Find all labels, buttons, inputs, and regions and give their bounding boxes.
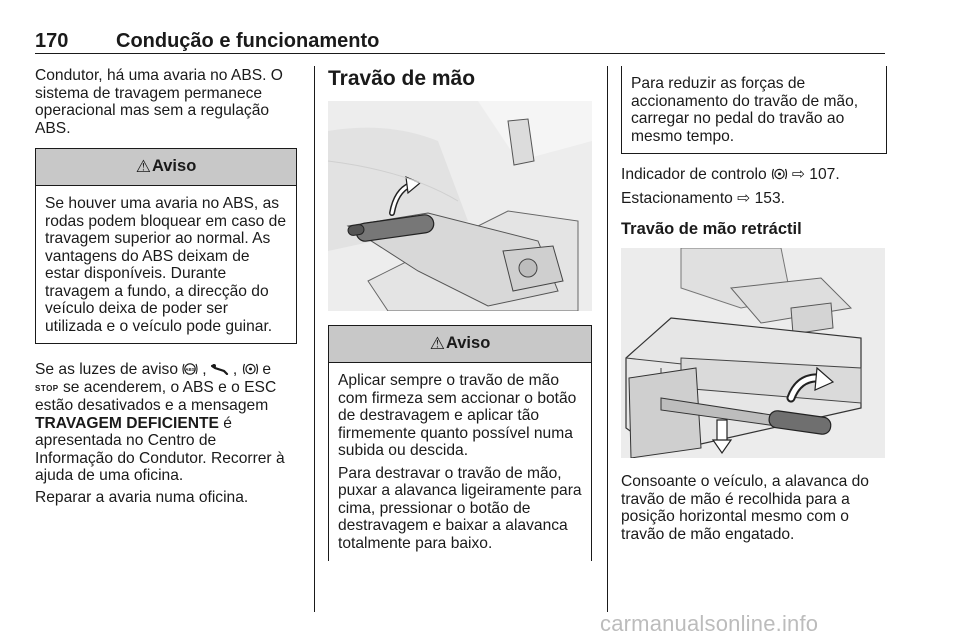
handbrake-note-box (621, 66, 887, 154)
deficient-braking-message: TRAVAGEM DEFICIENTE (35, 414, 219, 432)
warning-label: Aviso (151, 157, 197, 176)
svg-text:ABS: ABS (185, 366, 196, 372)
handbrake-illustration (328, 101, 592, 311)
reference-arrow-icon: ⇨ (737, 189, 751, 207)
reference-page[interactable]: 107. (809, 166, 840, 183)
retractable-handbrake-illustration (621, 248, 885, 458)
page-header-title: Condução e funcionamento (116, 30, 380, 52)
abs-lamp-icon (182, 361, 202, 377)
handbrake-warning-box (328, 325, 592, 561)
warning-body (329, 363, 591, 561)
watermark: carmanualsonline.info (600, 611, 819, 636)
warning-text-release: Para destravar o travão de mão, puxar a alavanca ligeiramente para cima, pressionar o botão de destravagem e baixar a alavanca totalmente para baixo. (338, 464, 582, 552)
repair-paragraph: Reparar a avaria numa oficina. (35, 488, 249, 506)
retractable-handbrake-heading: Travão de mão retráctil (621, 220, 802, 238)
handbrake-heading: Travão de mão (328, 67, 476, 90)
abs-intro-paragraph: Condutor, há uma avaria no ABS. O sistema de travagem permanece operacional mas sem a regulação ABS. (35, 67, 283, 137)
warning-label: Aviso (445, 334, 491, 353)
note-text: Para reduzir as forças de accionamento do travão de mão, carregar no pedal do travão ao mesmo tempo. (631, 75, 859, 145)
wrench-lamp-icon (211, 361, 233, 377)
header-rule (35, 53, 885, 54)
column-divider-1 (314, 66, 315, 612)
stop-lamp-icon: STOP (35, 383, 59, 393)
retractable-handbrake-paragraph: Consoante o veículo, a alavanca do travão de mão é recolhida para a posição horizontal mesmo com o travão de mão engatado. (621, 473, 869, 543)
warning-header (329, 326, 591, 363)
reference-page[interactable]: 153. (754, 189, 785, 207)
reference-arrow-icon: ⇨ (791, 166, 805, 183)
page-number: 170 (35, 30, 69, 52)
warning-text: Se houver uma avaria no ABS, as rodas podem bloquear em caso de travagem superior ao normal. As vantagens do ABS deixam de estar disponíveis. Durante travagem a fundo, a direcção do veículo deixa de poder ser utilizada e o veículo pode guinar. (45, 195, 286, 335)
warning-triangle-icon: ⚠ (135, 157, 151, 177)
column-2 (328, 66, 592, 561)
column-divider-2 (607, 66, 608, 612)
warning-body (36, 186, 296, 343)
column-1 (35, 67, 297, 506)
warning-text-apply: Aplicar sempre o travão de mão com firmeza sem accionar o botão de destravagem e aplicar tão firmemente quanto possível numa subida ou descida. (338, 372, 577, 459)
parking-reference: Estacionamento ⇨ 153. (621, 189, 785, 207)
brake-lamp-icon (242, 361, 263, 377)
warning-triangle-icon: ⚠ (429, 334, 445, 354)
column-3 (621, 66, 887, 543)
control-indicator-reference: Indicador de controlo ⇨ 107. (621, 166, 840, 183)
warning-lights-paragraph: Se as luzes de aviso ABS , , e STOP se acenderem, o ABS e o ESC estão desativados e a mensagem TRAVAGEM DEFICIENTE é apresentada no Centro de Informação do Condutor. Recorrer à ajuda de uma oficina. (35, 361, 285, 484)
abs-warning-box (35, 148, 297, 344)
warning-header (36, 149, 296, 186)
brake-lamp-icon (771, 166, 792, 182)
